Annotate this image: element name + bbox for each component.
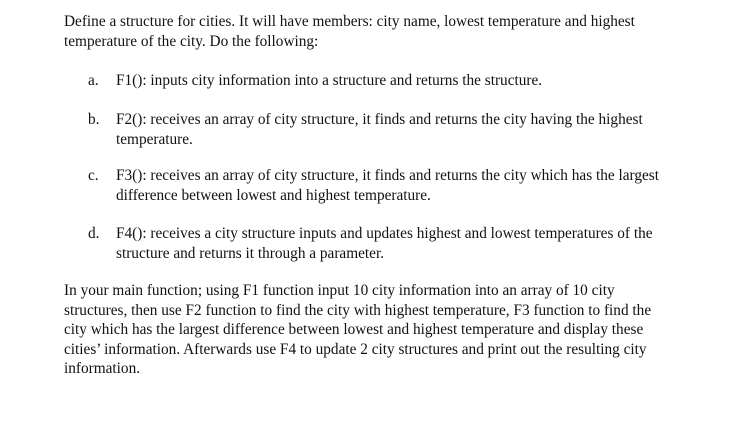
list-item-text: F2(): receives an array of city structure, it finds and returns the city having the highest temperature. [116, 111, 643, 148]
list-item-text: F3(): receives an array of city structure, it finds and returns the city which has the largest difference between lowest and highest temperature. [116, 167, 660, 204]
list-item-c [88, 166, 688, 205]
list-marker: d. [88, 225, 100, 242]
list-item-text: F1(): inputs city information into a structure and returns the structure. [116, 72, 543, 89]
list-item-text: F4(): receives a city structure inputs and updates highest and lowest temperatures of the structure and returns it through a parameter. [116, 225, 653, 262]
list-item-d [88, 224, 688, 263]
list-item-a [88, 71, 688, 91]
list-marker: c. [88, 167, 99, 184]
list-marker: a. [88, 72, 99, 89]
closing-paragraph: In your main function; using F1 function input 10 city information into an array of 10 city structures, then use F2 function to find the city with highest temperature, F3 function to find the city which has the largest difference between lowest and highest temperature and display these cities’ information. Afterwards use F4 to update 2 city structures and print out the resulting city information. [64, 282, 652, 377]
list-item-b [88, 110, 688, 149]
list-marker: b. [88, 111, 100, 128]
intro-paragraph: Define a structure for cities. It will have members: city name, lowest temperature and highest temperature of the city. Do the following: [64, 13, 635, 50]
